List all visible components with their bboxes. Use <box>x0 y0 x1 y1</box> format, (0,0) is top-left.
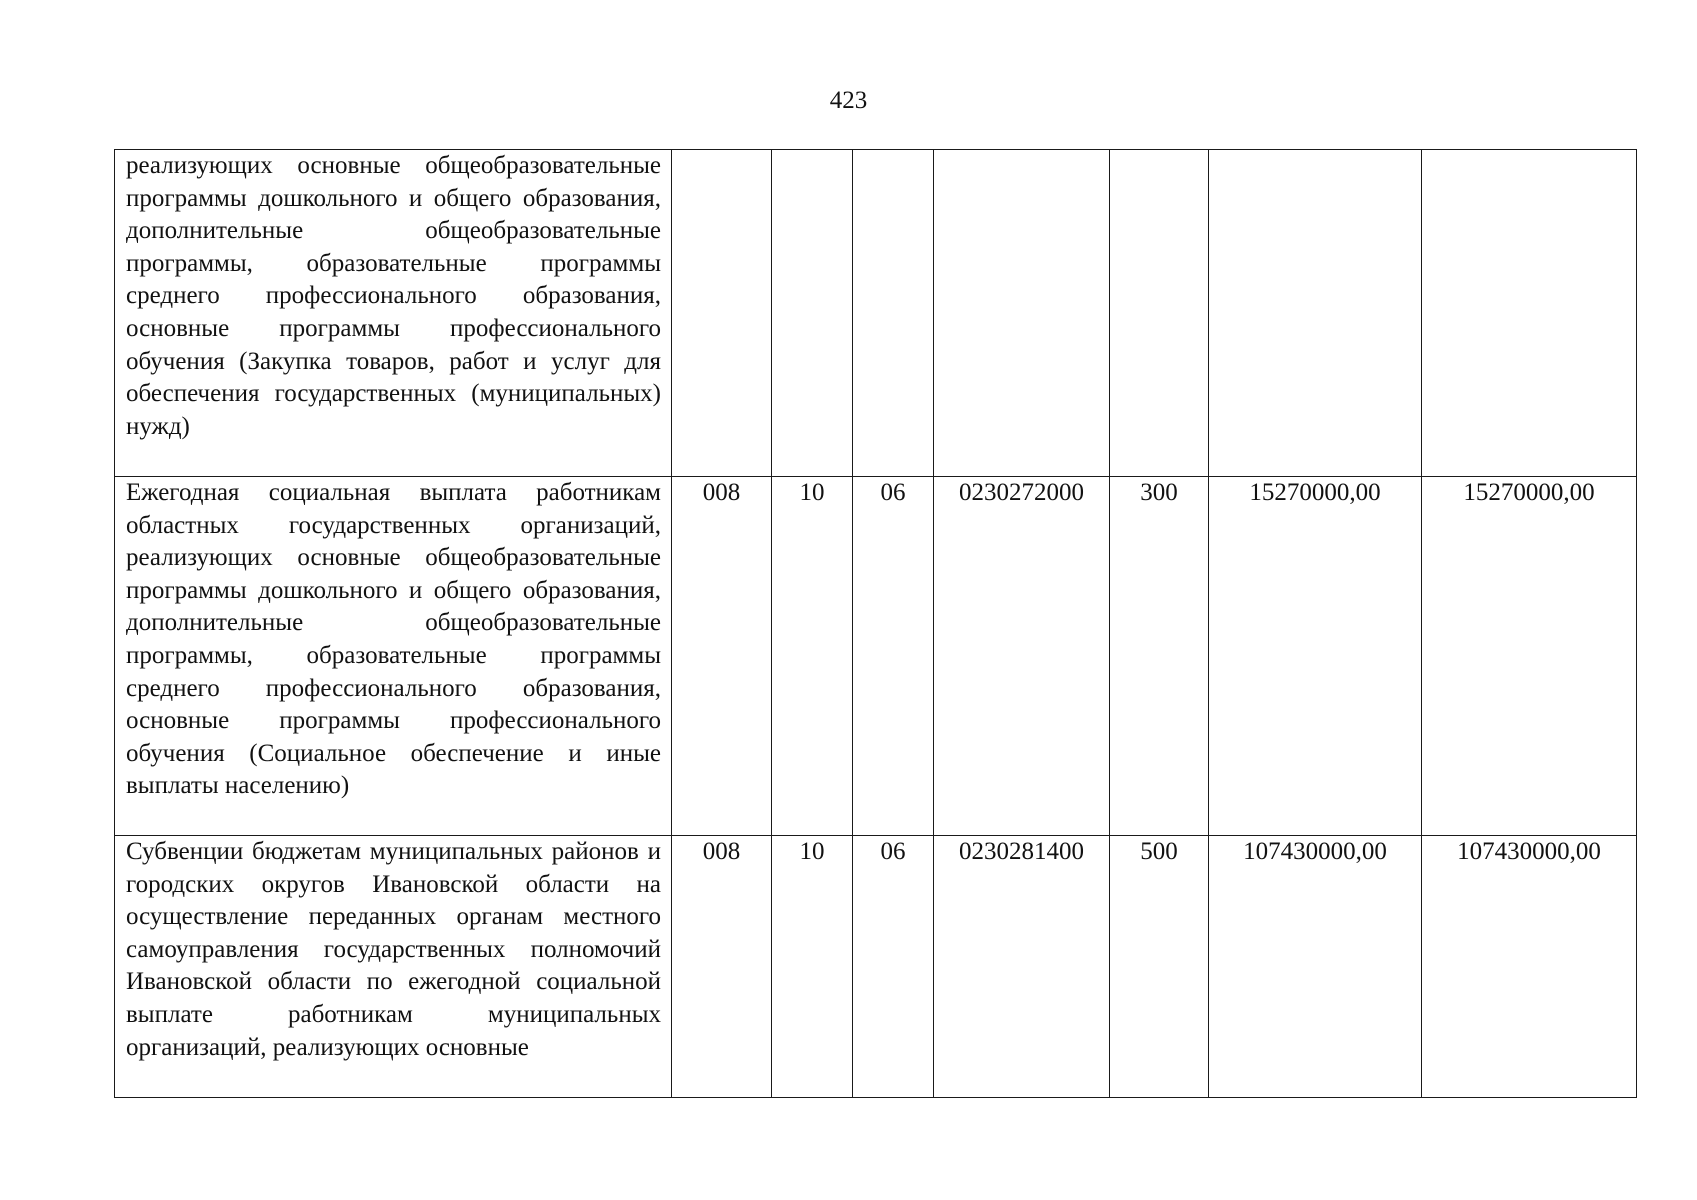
amount-year2: 15270000,00 <box>1422 477 1637 836</box>
amount-year2 <box>1422 150 1637 477</box>
amount-year1 <box>1209 150 1422 477</box>
expense-type-code <box>1110 150 1209 477</box>
row-description: реализующих основные общеобразовательные программы дошкольного и общего образования, дополнительные общеобразовательные программы, образовательные программы среднего профессионального образования, основные программы профессионального обучения (Закупка товаров, работ и услуг для обеспечения государственных (муниципальных) нужд) <box>115 150 672 477</box>
target-article-code: 0230272000 <box>934 477 1110 836</box>
ministry-code: 008 <box>672 477 772 836</box>
target-article-code: 0230281400 <box>934 836 1110 1098</box>
table-row <box>115 150 1637 477</box>
ministry-code <box>672 150 772 477</box>
subsection-code: 06 <box>853 477 934 836</box>
section-code: 10 <box>772 477 853 836</box>
section-code: 10 <box>772 836 853 1098</box>
ministry-code: 008 <box>672 836 772 1098</box>
subsection-code <box>853 150 934 477</box>
amount-year1: 15270000,00 <box>1209 477 1422 836</box>
amount-year1: 107430000,00 <box>1209 836 1422 1098</box>
section-code <box>772 150 853 477</box>
row-description: Ежегодная социальная выплата работникам областных государственных организаций, реализующих основные общеобразовательные программы дошкольного и общего образования, дополнительные общеобразовательные программы, образовательные программы среднего профессионального образования, основные программы профессионального обучения (Социальное обеспечение и иные выплаты населению) <box>115 477 672 836</box>
table-row <box>115 477 1637 836</box>
table-row <box>115 836 1637 1098</box>
target-article-code <box>934 150 1110 477</box>
expense-type-code: 300 <box>1110 477 1209 836</box>
amount-year2: 107430000,00 <box>1422 836 1637 1098</box>
expense-type-code: 500 <box>1110 836 1209 1098</box>
row-description: Субвенции бюджетам муниципальных районов и городских округов Ивановской области на осуществление переданных органам местного самоуправления государственных полномочий Ивановской области по ежегодной социальной выплате работникам муниципальных организаций, реализующих основные <box>115 836 672 1098</box>
budget-table <box>114 149 1637 1098</box>
page-number: 423 <box>829 87 868 114</box>
subsection-code: 06 <box>853 836 934 1098</box>
